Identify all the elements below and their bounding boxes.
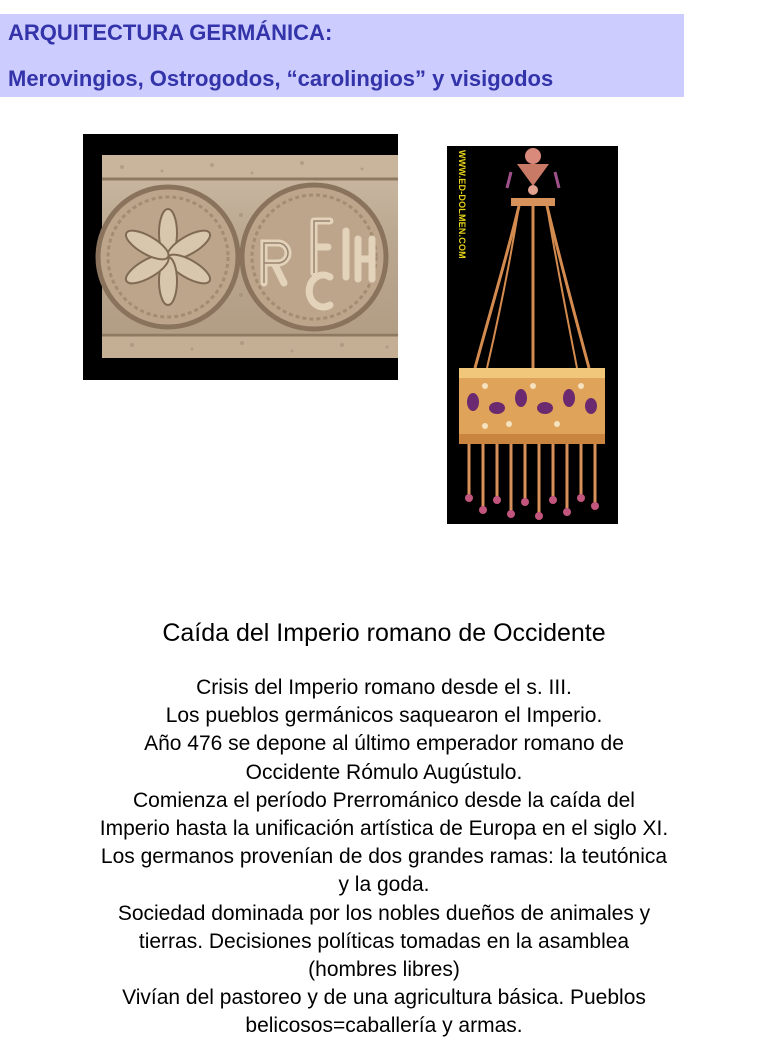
body-line: Imperio hasta la unificación artística de Europa en el siglo XI. — [99, 817, 669, 841]
votive-crown-illustration — [447, 146, 618, 524]
body-line: Comienza el período Prerrománico desde la caída del — [133, 788, 635, 812]
body-line: Año 476 se depone al último emperador romano de — [144, 732, 624, 756]
title-line-2: Merovingios, Ostrogodos, “carolingios” y visigodos — [8, 66, 554, 91]
body-line: Los pueblos germánicos saquearon el Imperio. — [165, 704, 603, 728]
body-line: y la goda. — [338, 873, 430, 897]
title-banner — [0, 14, 684, 97]
body-line: Crisis del Imperio romano desde el s. III. — [196, 676, 572, 699]
stone-relief-carving — [102, 155, 398, 358]
stone-relief-surface — [102, 155, 398, 358]
body-line: tierras. Decisiones políticas tomadas en la asamblea — [138, 929, 630, 953]
body-line: Los germanos provenían de dos grandes ramas: la teutónica — [100, 845, 668, 869]
title-line-1: ARQUITECTURA GERMÁNICA: — [8, 20, 333, 45]
body-line: Vivían del pastoreo y de una agricultura básica. Pueblos — [122, 986, 646, 1010]
carved-stone-relief-image — [83, 134, 398, 380]
body-line: Occidente Rómulo Augústulo. — [245, 760, 523, 784]
body-line: Sociedad dominada por los nobles dueños de animales y — [117, 901, 651, 925]
section-title: Caída del Imperio romano de Occidente — [162, 619, 606, 647]
body-text — [0, 674, 768, 1041]
body-line: belicosos=caballería y armas. — [245, 1014, 523, 1038]
image-watermark: WWW.ED-DOLMEN.COM — [457, 150, 467, 259]
votive-crown-image — [447, 146, 618, 524]
body-line: (hombres libres) — [308, 958, 460, 982]
